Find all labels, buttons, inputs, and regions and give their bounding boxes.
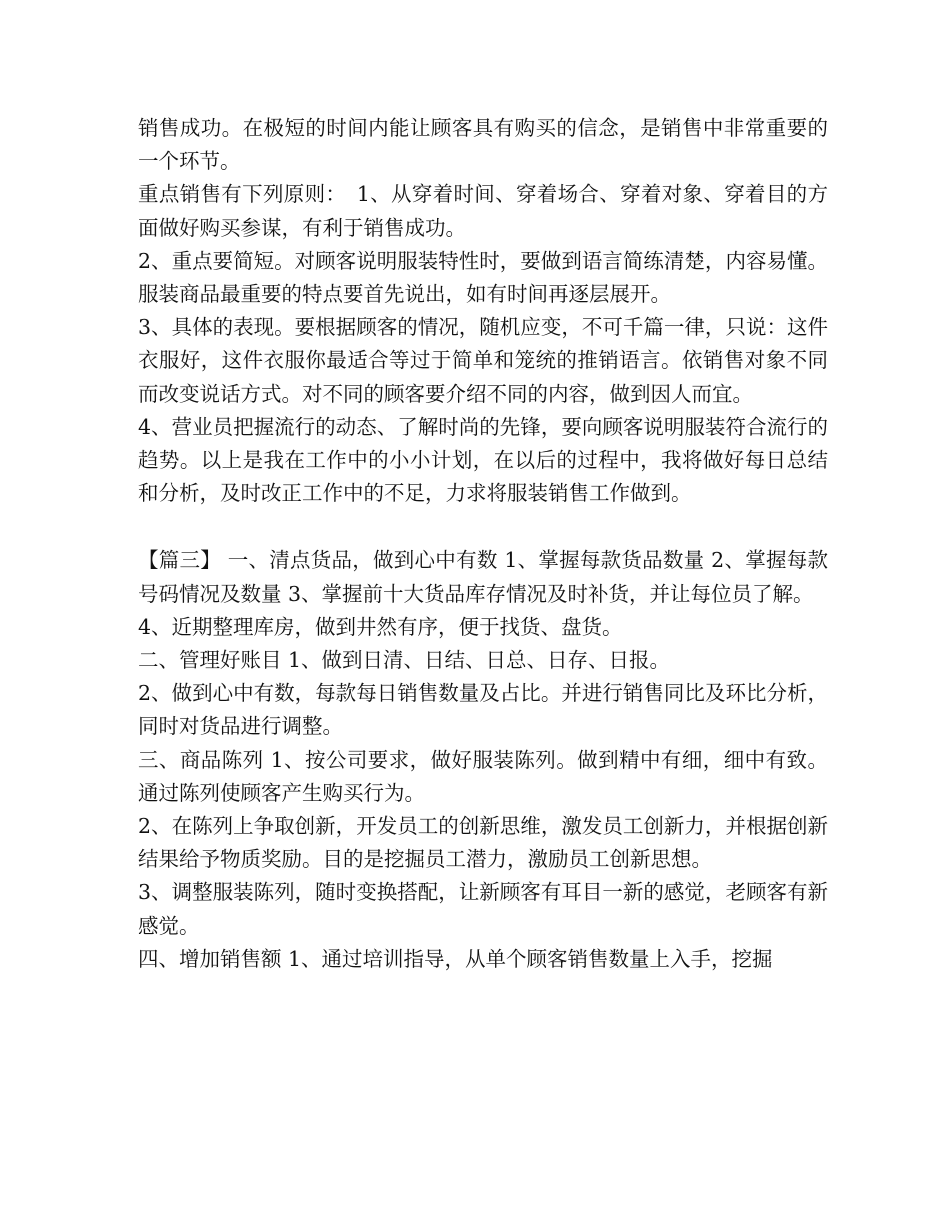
paragraph-warehouse: 4、近期整理库房，做到井然有序，便于找货、盘货。	[138, 614, 623, 639]
paragraph-sales-principles: 重点销售有下列原则： 1、从穿着时间、穿着场合、穿着对象、穿着目的方面做好购买参谋，有利于销售成功。	[138, 182, 828, 240]
paragraph-increase-sales: 四、增加销售额 1、通过培训指导，从单个顾客销售数量上入手，挖掘	[138, 946, 773, 971]
paragraph-sales-analysis: 2、做到心中有数，每款每日销售数量及占比。并进行销售同比及环比分析，同时对货品进行调整。	[138, 681, 828, 739]
paragraph-brevity: 2、重点要简短。对顾客说明服装特性时，要做到语言简练清楚，内容易懂。服装商品最重要的特点要首先说出，如有时间再逐层展开。	[138, 248, 828, 307]
paragraph-sales-success: 销售成功。在极短的时间内能让顾客具有购买的信念，是销售中非常重要的一个环节。	[138, 116, 828, 174]
section-gap	[138, 510, 828, 544]
paragraph-concrete-expression: 3、具体的表现。要根据顾客的情况，随机应变，不可千篇一律，只说：这件衣服好，这件衣服你最适合等过于简单和笼统的推销语言。依销售对象不同而改变说话方式。对不同的顾客要介绍不同的内容，做到因人而宜。	[138, 315, 828, 406]
paragraph-display-innovation: 2、在陈列上争取创新，开发员工的创新思维，激发员工创新力，并根据创新结果给予物质奖励。目的是挖掘员工潜力，激励员工创新思想。	[138, 814, 828, 872]
paragraph-accounts: 二、管理好账目 1、做到日清、日结、日总、日存、日报。	[138, 648, 671, 673]
paragraph-part-three-intro: 【篇三】 一、清点货品，做到心中有数 1、掌握每款货品数量 2、掌握每款号码情况及数量 3、掌握前十大货品库存情况及时补货，并让每位员了解。	[138, 548, 828, 606]
paragraph-display: 三、商品陈列 1、按公司要求，做好服装陈列。做到精中有细，细中有致。通过陈列使顾客产生购买行为。	[138, 747, 828, 805]
document-page	[138, 112, 828, 976]
paragraph-trend-awareness: 4、营业员把握流行的动态、了解时尚的先锋，要向顾客说明服装符合流行的趋势。以上是我在工作中的小小计划，在以后的过程中，我将做好每日总结和分析，及时改正工作中的不足，力求将服装销售工作做到。	[138, 414, 828, 506]
paragraph-display-adjustment: 3、调整服装陈列，随时变换搭配，让新顾客有耳目一新的感觉，老顾客有新感觉。	[138, 880, 828, 938]
